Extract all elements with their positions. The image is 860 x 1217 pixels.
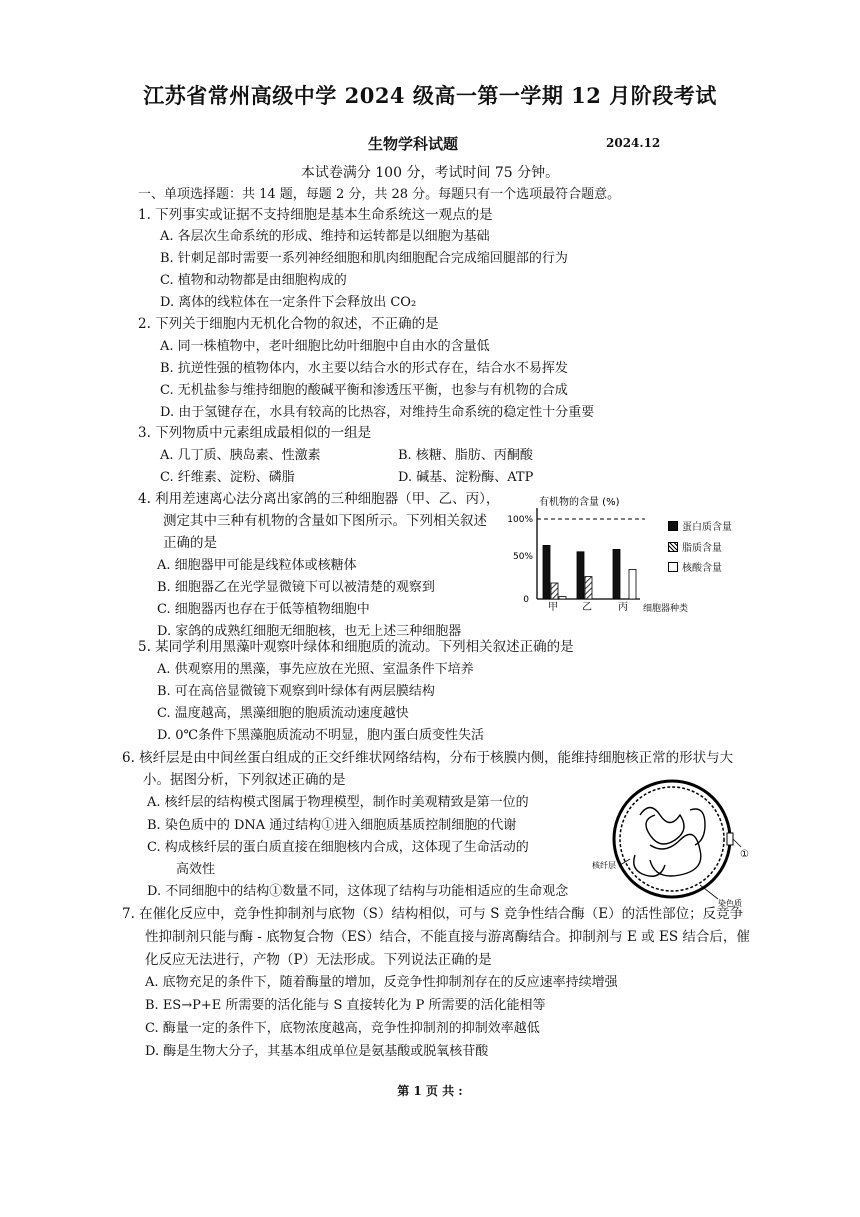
question-4-option-a: A. 细胞器甲可能是线粒体或核糖体 (157, 558, 357, 573)
question-5-stem: 5. 某同学利用黑藻叶观察叶绿体和细胞质的流动。下列相关叙述正确的是 (138, 639, 574, 655)
label-pore: ① (740, 849, 749, 860)
nuclear-lamina-figure (592, 775, 750, 910)
question-4-stem-line-1: 4. 利用差速离心法分离出家鸽的三种细胞器（甲、乙、丙）， (138, 491, 500, 507)
question-3-option-b: B. 核糖、脂肪、丙酮酸 (398, 448, 533, 463)
question-1-stem: 1. 下列事实或证据不支持细胞是基本生命系统这一观点的是 (138, 207, 493, 223)
question-7-stem-line-2: 性抑制剂只能与酶 - 底物复合物（ES）结合，不能直接与游离酶结合。抑制剂与 E 或 ES 结合后，催 (145, 929, 750, 945)
nuclear-pore (727, 833, 733, 845)
question-2-option-c: C. 无机盐参与维持细胞的酸碱平衡和渗透压平衡，也参与有机物的合成 (160, 383, 568, 398)
y-tick-0: 0 (523, 595, 529, 605)
label-lamina: 核纤层 (592, 861, 616, 870)
legend-label-lipid: 脂质含量 (682, 543, 722, 554)
legend-swatch-protein (668, 521, 678, 531)
question-7-option-d: D. 酶是生物大分子，其基本组成单位是氨基酸或脱氧核苷酸 (145, 1044, 489, 1059)
question-5-option-a: A. 供观察用的黑藻，事先应放在光照、室温条件下培养 (157, 662, 474, 677)
question-4-option-d: D. 家鸽的成熟红细胞无细胞核，也无上述三种细胞器 (157, 624, 462, 639)
question-7-stem-line-1: 7. 在催化反应中，竞争性抑制剂与底物（S）结构相似，可与 S 竞争性结合酶（E）的活性部位；反竞争 (122, 906, 744, 922)
page-footer: 第 1 页 共 : (397, 1084, 463, 1098)
chromatin-pointer (700, 885, 718, 899)
question-3-stem: 3. 下列物质中元素组成最相似的一组是 (138, 425, 372, 441)
bar-1-0 (577, 552, 584, 599)
legend-label-protein: 蛋白质含量 (682, 522, 732, 533)
y-tick-50: 50% (512, 552, 533, 562)
question-6-option-c: C. 构成核纤层的蛋白质直接在细胞核内合成，这体现了生命活动的 (147, 840, 529, 855)
x-axis-label: 细胞器种类 (643, 604, 689, 614)
question-6-stem-line-2: 小。据图分析，下列叙述正确的是 (143, 772, 346, 788)
question-1-option-d: D. 离体的线粒体在一定条件下会释放出 CO₂ (160, 295, 417, 310)
question-5-option-b: B. 可在高倍显微镜下观察到叶绿体有两层膜结构 (157, 684, 435, 699)
question-2-option-b: B. 抗逆性强的植物体内，水主要以结合水的形式存在，结合水不易挥发 (160, 361, 568, 376)
legend-lipid (668, 539, 722, 554)
pore-pointer (733, 839, 741, 847)
question-7-option-a: A. 底物充足的条件下，随着酶量的增加，反竞争性抑制剂存在的反应速率持续增强 (145, 975, 618, 990)
chart-title: 有机物的含量 (%) (539, 497, 620, 508)
label-chromatin: 染色质 (718, 899, 742, 908)
question-7-option-b: B. ES→P+E 所需要的活化能与 S 直接转化为 P 所需要的活化能相等 (145, 998, 546, 1013)
legend-protein (668, 518, 732, 533)
question-7-stem-line-3: 化反应无法进行，产物（P）无法形成。下列说法正确的是 (145, 952, 492, 968)
bar-2-0 (613, 549, 620, 599)
exam-title: 江苏省常州高级中学 2024 级高一第一学期 12 月阶段考试 (143, 83, 717, 108)
bar-0-1 (551, 583, 558, 599)
section-heading: 一、单项选择题：共 14 题，每题 2 分，共 28 分。每题只有一个选项最符合题意。 (138, 187, 621, 202)
question-5-option-d: D. 0℃条件下黑藻胞质流动不明显，胞内蛋白质变性失活 (157, 728, 485, 743)
question-6-option-a: A. 核纤层的结构模式图属于物理模型，制作时美观精致是第一位的 (147, 795, 529, 810)
question-3-option-d: D. 碱基、淀粉酶、ATP (398, 470, 534, 485)
question-2-stem: 2. 下列关于细胞内无机化合物的叙述，不正确的是 (138, 316, 439, 332)
question-1-option-b: B. 针刺足部时需要一系列神经细胞和肌肉细胞配合完成缩回腿部的行为 (160, 251, 568, 266)
nuclear-envelope-outer (614, 781, 730, 897)
question-1-option-c: C. 植物和动物都是由细胞构成的 (160, 273, 347, 288)
x-tick-1: 乙 (582, 602, 592, 613)
question-6-stem-line-1: 6. 核纤层是由中间丝蛋白组成的正交纤维状网络结构，分布于核膜内侧，能维持细胞核正常的形状与大 (122, 750, 734, 766)
bar-0-0 (543, 545, 550, 599)
question-6-option-b: B. 染色质中的 DNA 通过结构①进入细胞质基质控制细胞的代谢 (147, 818, 517, 833)
question-4-stem-line-2: 测定其中三种有机物的含量如下图所示。下列相关叙述 (163, 513, 487, 529)
question-5-option-c: C. 温度越高，黑藻细胞的胞质流动速度越快 (157, 706, 409, 721)
question-4-stem-line-3: 正确的是 (163, 535, 217, 551)
exam-date: 2024.12 (606, 136, 661, 150)
legend-nucleic (668, 559, 722, 574)
question-4-option-b: B. 细胞器乙在光学显微镜下可以被清楚的观察到 (157, 580, 435, 595)
chromatin-strands (634, 808, 705, 877)
question-4-option-c: C. 细胞器丙也存在于低等植物细胞中 (157, 602, 370, 617)
bar-2-2 (629, 569, 636, 599)
legend-swatch-lipid (668, 542, 678, 552)
bar-1-1 (585, 577, 592, 599)
question-3-option-c: C. 纤维素、淀粉、磷脂 (160, 470, 295, 485)
x-tick-0: 甲 (548, 602, 558, 613)
bar-0-2 (559, 597, 566, 599)
y-tick-100: 100% (507, 515, 533, 525)
organelle-content-chart (505, 493, 750, 618)
legend-swatch-nucleic (668, 562, 678, 572)
x-tick-2: 丙 (618, 602, 628, 613)
exam-note: 本试卷满分 100 分，考试时间 75 分钟。 (300, 165, 560, 181)
legend-label-nucleic: 核酸含量 (682, 563, 722, 574)
question-2-option-d: D. 由于氢键存在，水具有较高的比热容，对维持生命系统的稳定性十分重要 (160, 405, 595, 420)
question-1-option-a: A. 各层次生命系统的形成、维持和运转都是以细胞为基础 (160, 229, 490, 244)
question-3-option-a: A. 几丁质、胰岛素、性激素 (160, 448, 321, 463)
question-2-option-a: A. 同一株植物中，老叶细胞比幼叶细胞中自由水的含量低 (160, 339, 490, 354)
question-6-option-d: D. 不同细胞中的结构①数量不同，这体现了结构与功能相适应的生命观念 (147, 884, 569, 899)
question-7-option-c: C. 酶量一定的条件下，底物浓度越高，竞争性抑制剂的抑制效率越低 (145, 1021, 540, 1036)
subject-title: 生物学科试题 (368, 135, 459, 153)
question-6-option-c-cont: 高效性 (176, 862, 216, 877)
